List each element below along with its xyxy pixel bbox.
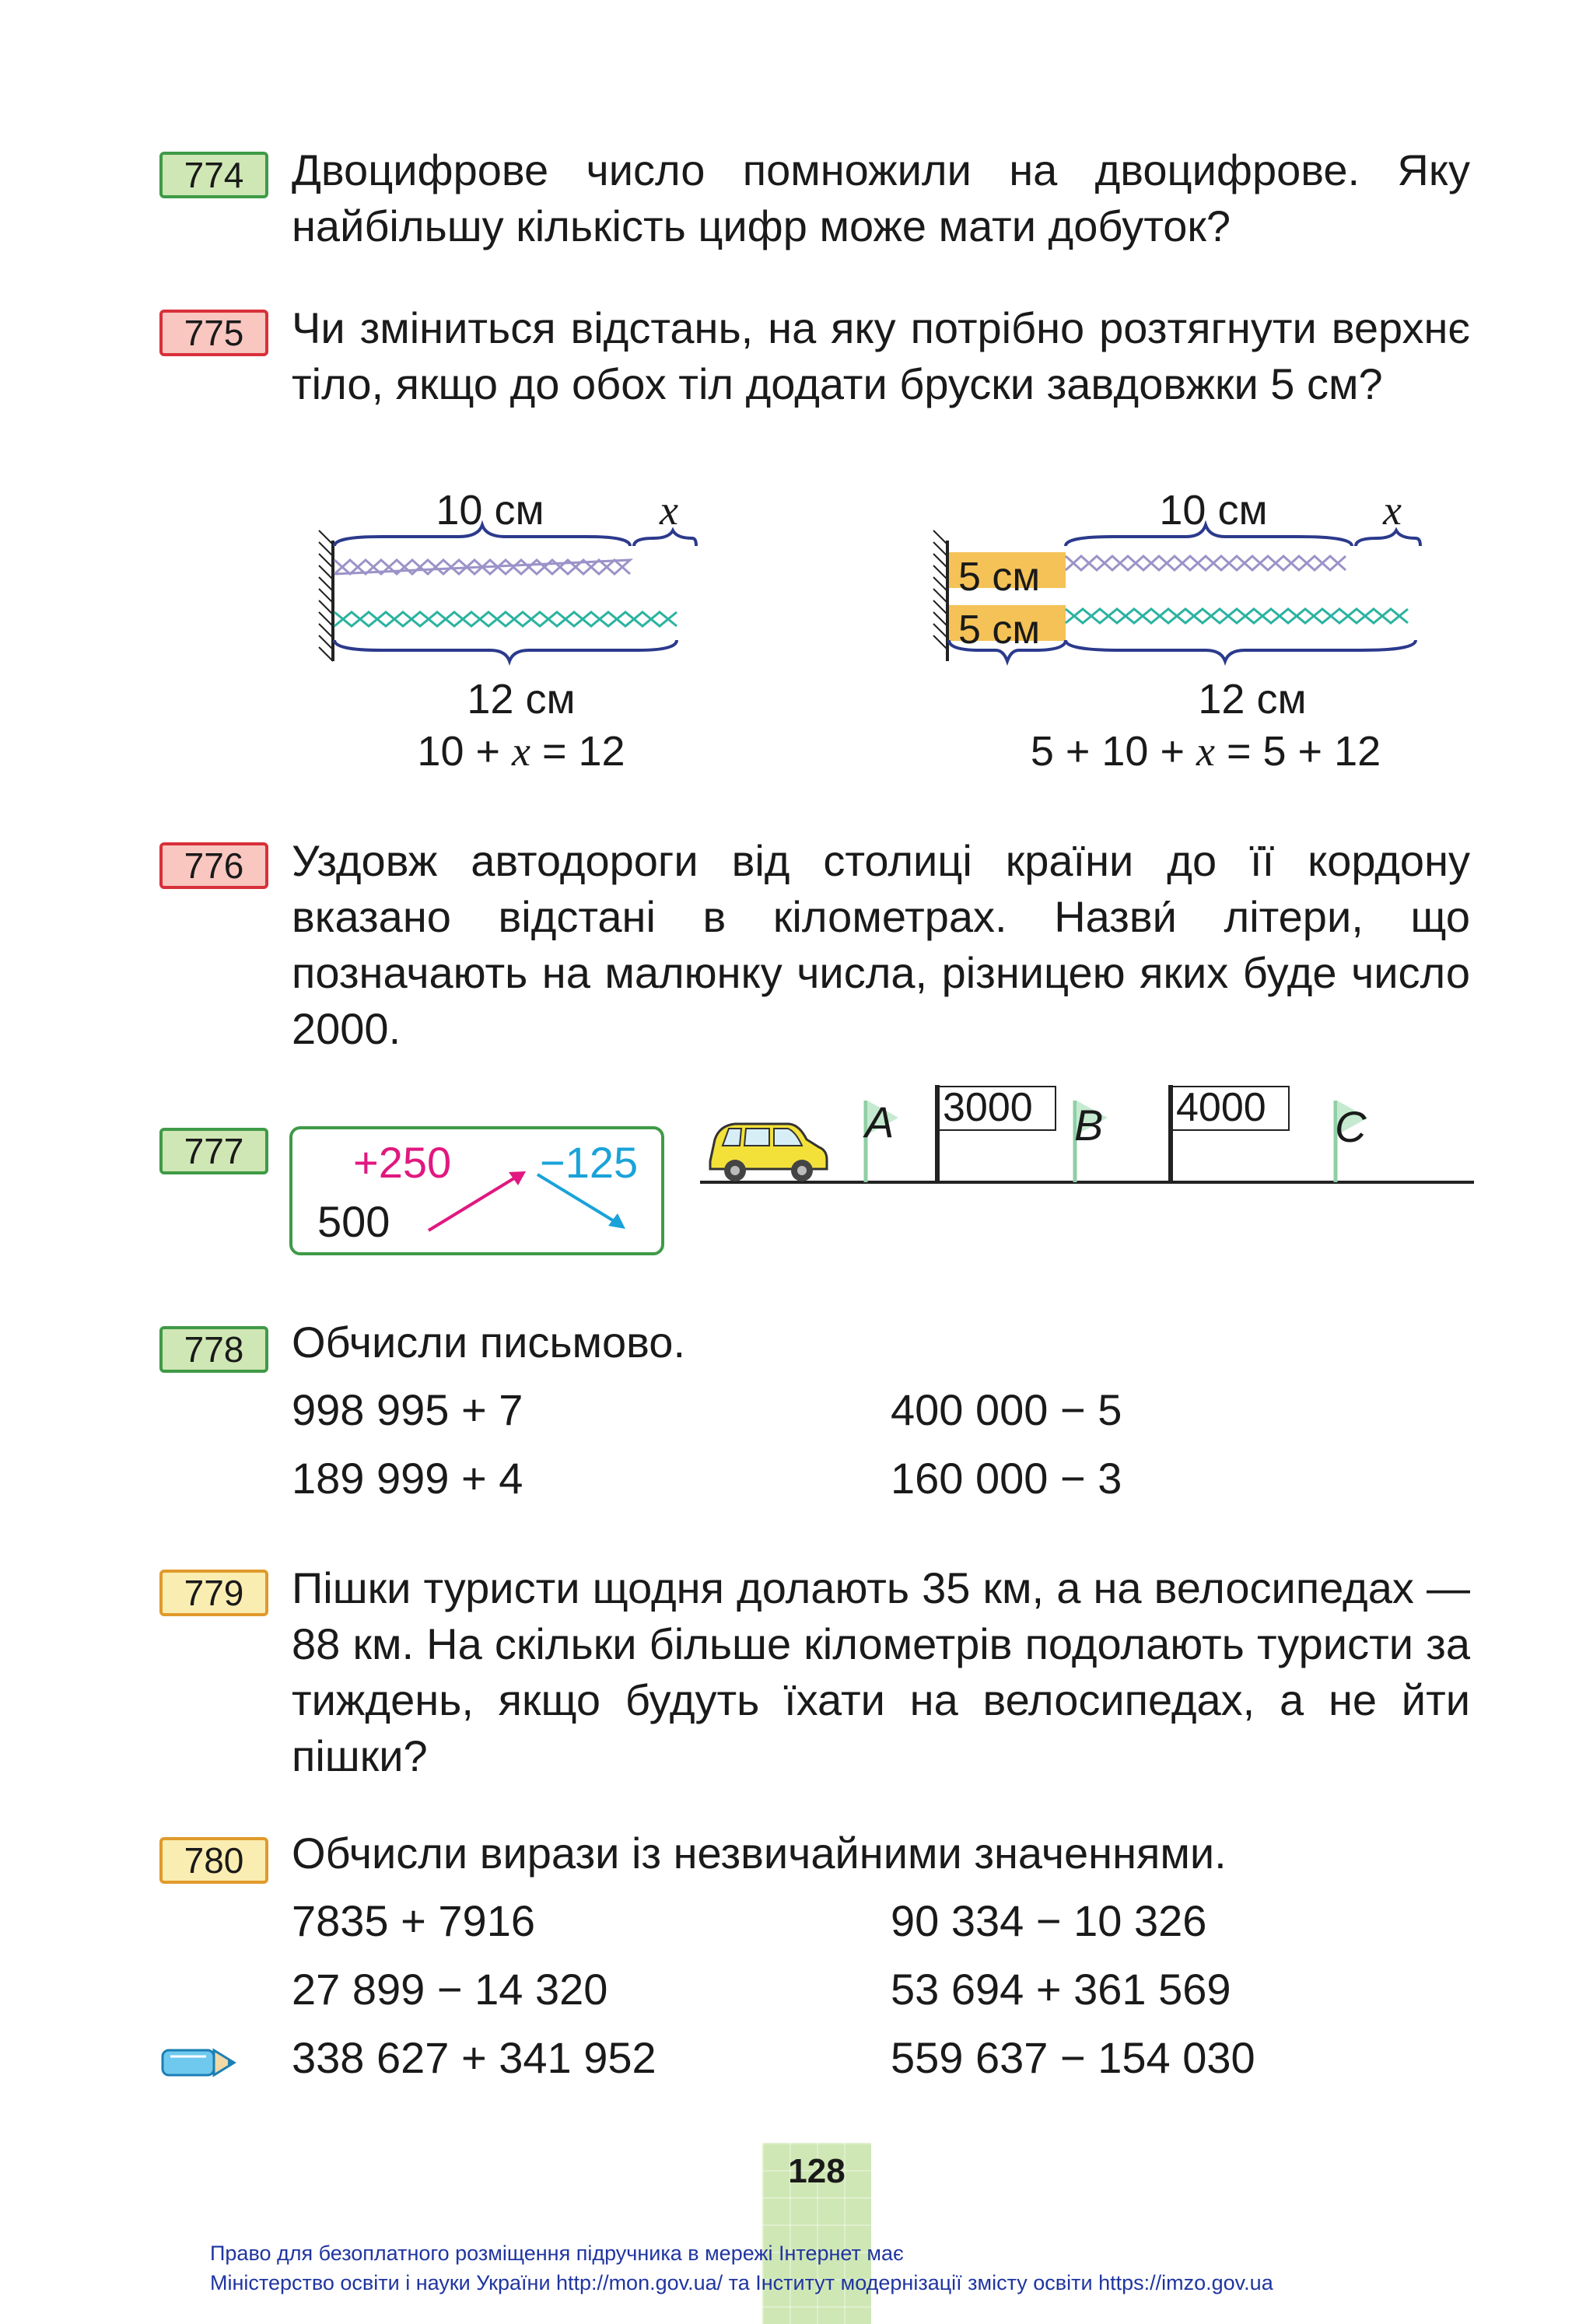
footer-line-1: Право для безоплатного розміщення підручника в мережі Інтернет має bbox=[210, 2242, 904, 2265]
flag-label-c: C bbox=[1335, 1102, 1367, 1151]
task-number-775: 775 bbox=[159, 310, 268, 356]
operation-subtract: −125 bbox=[540, 1138, 639, 1187]
block-label-top: 5 см bbox=[958, 555, 1041, 600]
task-774-text: Двоцифрове число помножили на двоцифрове. Яку найбільшу кількість цифр може мати добуток? bbox=[292, 145, 1470, 250]
expr-778-4: 160 000 − 3 bbox=[891, 1454, 1122, 1503]
task-775-text: Чи зміниться відстань, на яку потрібно розтягнути верхнє тіло, якщо до обох тіл додати бруски завдовжки 5 см? bbox=[292, 303, 1470, 408]
distance-sign-3000: 3000 bbox=[943, 1085, 1033, 1130]
right-equation: 5 + 10 + x = 5 + 12 bbox=[1030, 728, 1381, 775]
expr-780-1: 7835 + 7916 bbox=[292, 1896, 535, 1945]
start-number: 500 bbox=[317, 1197, 390, 1246]
pencil-icon bbox=[159, 2046, 237, 2080]
car-icon bbox=[710, 1124, 827, 1181]
expr-780-4: 90 334 − 10 326 bbox=[891, 1896, 1207, 1945]
right-x-label: x bbox=[1383, 487, 1402, 534]
task-779-text: Пішки туристи щодня долають 35 км, а на велосипедах — 88 км. На скільки більше кілометрів подолають туристи за тиждень, якщо будуть їхати на велосипедах, а не йти пішки? bbox=[292, 1563, 1470, 1780]
distance-sign-4000: 4000 bbox=[1176, 1085, 1266, 1130]
task-number-777: 777 bbox=[159, 1128, 268, 1174]
page-number-tab bbox=[762, 2143, 871, 2324]
footer-line-2: Міністерство освіти і науки України http://mon.gov.ua/ та Інститут модернізації змісту освіти https://imzo.gov.ua bbox=[210, 2271, 1273, 2294]
expr-780-5: 53 694 + 361 569 bbox=[891, 1965, 1231, 2014]
flag-label-b: B bbox=[1074, 1101, 1104, 1150]
expr-780-3: 338 627 + 341 952 bbox=[292, 2033, 656, 2082]
expr-778-1: 998 995 + 7 bbox=[292, 1385, 523, 1434]
left-equation: 10 + x = 12 bbox=[417, 728, 625, 775]
operation-add: +250 bbox=[353, 1138, 452, 1187]
right-top-length-label: 10 см bbox=[1159, 487, 1268, 534]
task-number-779: 779 bbox=[159, 1570, 268, 1616]
task-number-780: 780 bbox=[159, 1837, 268, 1884]
right-bottom-length-label: 12 см bbox=[1198, 676, 1307, 723]
expr-780-2: 27 899 − 14 320 bbox=[292, 1965, 608, 2014]
left-bottom-length-label: 12 см bbox=[467, 676, 576, 723]
expr-778-2: 189 999 + 4 bbox=[292, 1454, 523, 1503]
flag-label-a: A bbox=[865, 1097, 895, 1146]
task-number-778: 778 bbox=[159, 1326, 268, 1373]
expr-780-6: 559 637 − 154 030 bbox=[891, 2033, 1255, 2082]
task-number-774: 774 bbox=[159, 152, 268, 198]
operation-chain-box bbox=[289, 1126, 664, 1255]
left-x-label: x bbox=[660, 487, 678, 534]
page-number: 128 bbox=[788, 2152, 846, 2190]
left-top-length-label: 10 см bbox=[436, 487, 544, 534]
block-label-bottom: 5 см bbox=[958, 607, 1041, 653]
task-778-text: Обчисли письмово. bbox=[292, 1318, 685, 1367]
task-776-text: Уздовж автодороги від столиці країни до її кордону вказано відстані в кілометрах. Назви́ літери, що позначають на малюнку числа, різницею яких буде число 2000. bbox=[292, 836, 1470, 1053]
expr-778-3: 400 000 − 5 bbox=[891, 1385, 1122, 1434]
task-number-776: 776 bbox=[159, 842, 268, 889]
task-780-text: Обчисли вирази із незвичайними значеннями. bbox=[292, 1829, 1227, 1878]
